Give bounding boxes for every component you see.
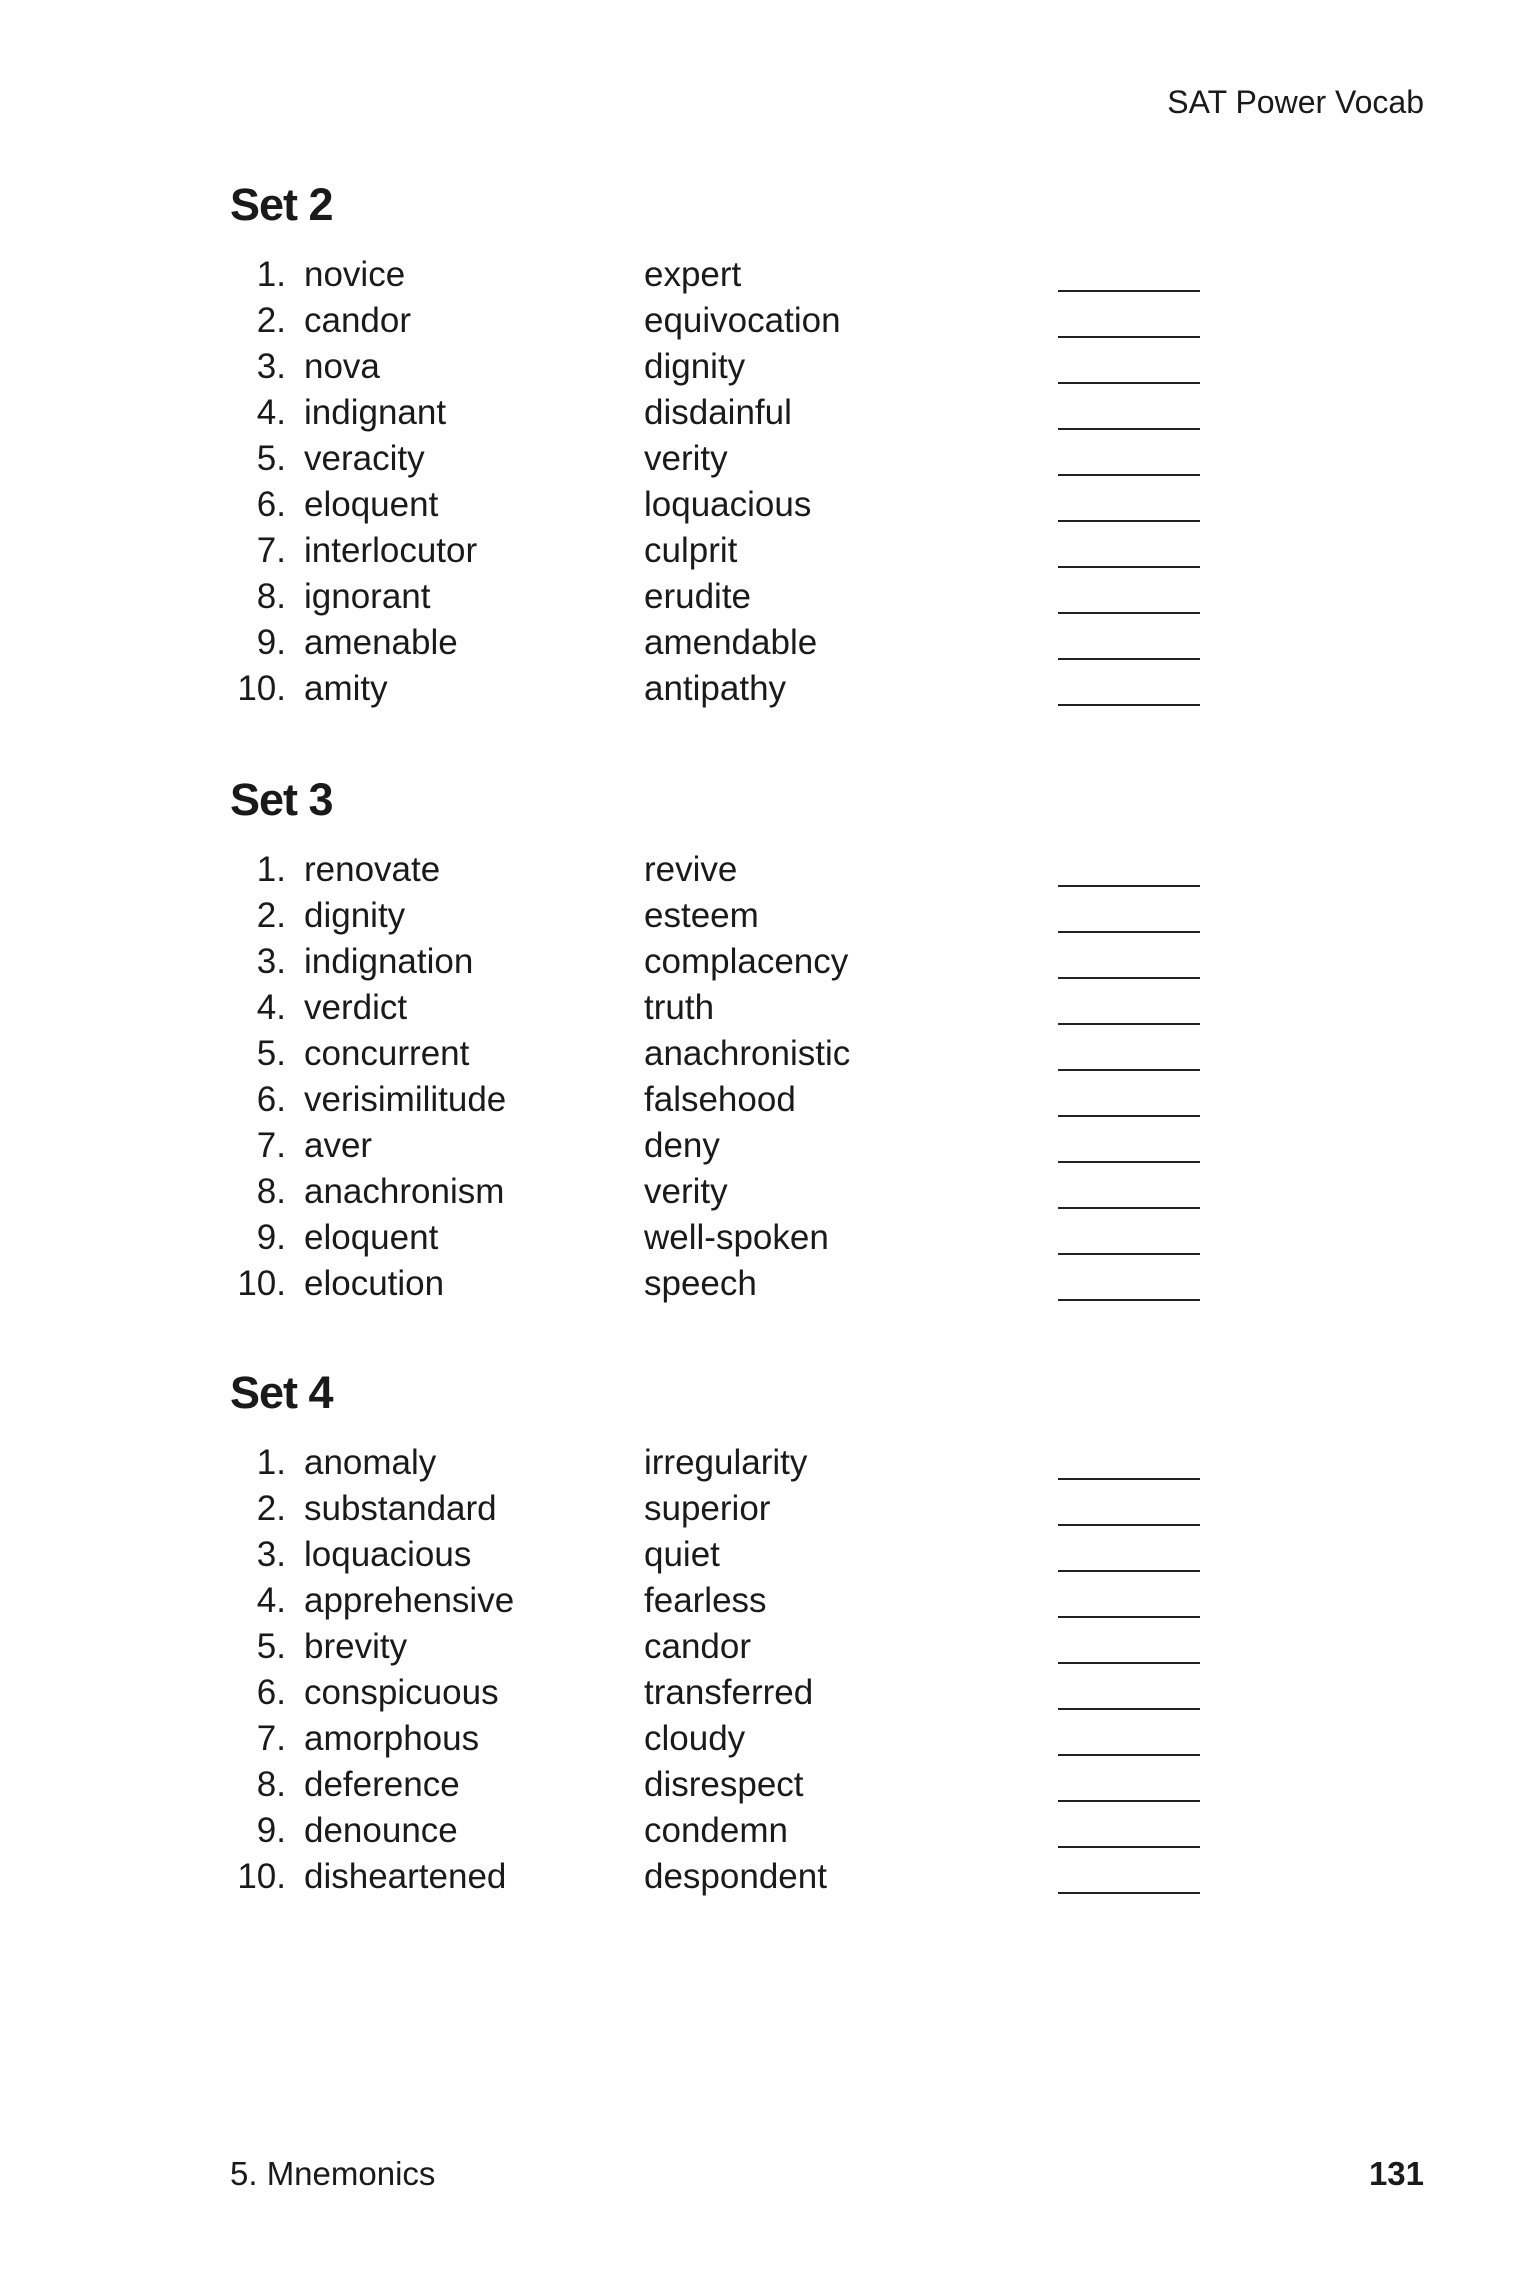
paired-word: complacency — [644, 942, 849, 981]
item-number: 3. — [256, 942, 286, 981]
paired-word: loquacious — [644, 485, 812, 524]
paired-word: equivocation — [644, 301, 841, 340]
item-number: 9. — [256, 623, 286, 662]
answer-blank[interactable] — [1058, 1708, 1200, 1710]
answer-blank[interactable] — [1058, 1662, 1200, 1664]
vocab-word: novice — [304, 255, 406, 294]
vocab-set — [230, 179, 1230, 712]
set-title: Set 4 — [230, 1367, 333, 1418]
vocab-row — [230, 1532, 1230, 1578]
item-number: 10. — [237, 669, 286, 708]
answer-blank[interactable] — [1058, 1570, 1200, 1572]
paired-word: antipathy — [644, 669, 787, 708]
answer-blank[interactable] — [1058, 1846, 1200, 1848]
page-number: 131 — [1368, 2155, 1424, 2192]
answer-blank[interactable] — [1058, 382, 1200, 384]
item-number: 6. — [256, 1673, 286, 1712]
answer-blank[interactable] — [1058, 1478, 1200, 1480]
item-number: 2. — [256, 896, 286, 935]
vocab-row — [230, 1261, 1230, 1307]
answer-blank[interactable] — [1058, 1754, 1200, 1756]
vocab-row — [230, 847, 1230, 893]
answer-blank[interactable] — [1058, 474, 1200, 476]
vocab-row — [230, 985, 1230, 1031]
vocab-row — [230, 1486, 1230, 1532]
answer-blank[interactable] — [1058, 931, 1200, 933]
vocab-row — [230, 390, 1230, 436]
vocab-word: renovate — [304, 850, 441, 889]
set-title: Set 3 — [230, 774, 333, 825]
paired-word: condemn — [644, 1811, 788, 1850]
answer-blank[interactable] — [1058, 885, 1200, 887]
vocab-word: brevity — [304, 1627, 408, 1666]
paired-word: dignity — [644, 347, 746, 386]
item-number: 4. — [256, 988, 286, 1027]
vocab-row — [230, 574, 1230, 620]
answer-blank[interactable] — [1058, 1115, 1200, 1117]
item-number: 8. — [256, 1172, 286, 1211]
vocab-row — [230, 1440, 1230, 1486]
paired-word: truth — [644, 988, 715, 1027]
vocab-word: verdict — [304, 988, 408, 1027]
item-number: 3. — [256, 347, 286, 386]
paired-word: erudite — [644, 577, 752, 616]
paired-word: despondent — [644, 1857, 827, 1896]
paired-word: superior — [644, 1489, 771, 1528]
answer-blank[interactable] — [1058, 977, 1200, 979]
vocab-word: amenable — [304, 623, 458, 662]
answer-blank[interactable] — [1058, 658, 1200, 660]
vocab-row — [230, 436, 1230, 482]
item-number: 5. — [256, 439, 286, 478]
vocab-word: nova — [304, 347, 380, 386]
vocab-row — [230, 482, 1230, 528]
chapter-footer: 5. Mnemonics — [230, 2155, 436, 2192]
answer-blank[interactable] — [1058, 428, 1200, 430]
answer-blank[interactable] — [1058, 1069, 1200, 1071]
vocab-word: loquacious — [304, 1535, 472, 1574]
paired-word: verity — [644, 1172, 728, 1211]
item-number: 9. — [256, 1218, 286, 1257]
paired-word: transferred — [644, 1673, 814, 1712]
paired-word: falsehood — [644, 1080, 796, 1119]
vocab-word: deference — [304, 1765, 460, 1804]
vocab-word: indignation — [304, 942, 474, 981]
vocab-row — [230, 344, 1230, 390]
vocab-row — [230, 1123, 1230, 1169]
paired-word: verity — [644, 439, 728, 478]
answer-blank[interactable] — [1058, 520, 1200, 522]
answer-blank[interactable] — [1058, 612, 1200, 614]
answer-blank[interactable] — [1058, 704, 1200, 706]
vocab-set — [230, 1367, 1230, 1900]
vocab-word: eloquent — [304, 1218, 439, 1257]
paired-word: speech — [644, 1264, 757, 1303]
answer-blank[interactable] — [1058, 1023, 1200, 1025]
vocab-word: verisimilitude — [304, 1080, 507, 1119]
vocab-word: eloquent — [304, 485, 439, 524]
answer-blank[interactable] — [1058, 1892, 1200, 1894]
vocab-word: anachronism — [304, 1172, 505, 1211]
item-number: 4. — [256, 393, 286, 432]
paired-word: fearless — [644, 1581, 767, 1620]
item-number: 10. — [237, 1264, 286, 1303]
vocab-word: ignorant — [304, 577, 431, 616]
answer-blank[interactable] — [1058, 1299, 1200, 1301]
vocab-row — [230, 1762, 1230, 1808]
item-number: 1. — [256, 1443, 286, 1482]
vocab-word: elocution — [304, 1264, 445, 1303]
vocab-row — [230, 1215, 1230, 1261]
vocab-row — [230, 298, 1230, 344]
vocab-row — [230, 1578, 1230, 1624]
item-number: 1. — [256, 850, 286, 889]
vocab-word: disheartened — [304, 1857, 507, 1896]
vocab-word: interlocutor — [304, 531, 478, 570]
vocab-word: veracity — [304, 439, 425, 478]
item-number: 6. — [256, 1080, 286, 1119]
paired-word: irregularity — [644, 1443, 808, 1482]
item-number: 10. — [237, 1857, 286, 1896]
paired-word: candor — [644, 1627, 752, 1666]
item-number: 8. — [256, 577, 286, 616]
paired-word: disdainful — [644, 393, 792, 432]
vocab-row — [230, 620, 1230, 666]
vocab-row — [230, 1808, 1230, 1854]
paired-word: culprit — [644, 531, 738, 570]
answer-blank[interactable] — [1058, 1800, 1200, 1802]
item-number: 7. — [256, 1126, 286, 1165]
paired-word: well-spoken — [644, 1218, 829, 1257]
item-number: 2. — [256, 301, 286, 340]
paired-word: cloudy — [644, 1719, 746, 1758]
answer-blank[interactable] — [1058, 1524, 1200, 1526]
vocab-word: candor — [304, 301, 412, 340]
answer-blank[interactable] — [1058, 1161, 1200, 1163]
vocab-row — [230, 1670, 1230, 1716]
item-number: 7. — [256, 531, 286, 570]
item-number: 4. — [256, 1581, 286, 1620]
paired-word: revive — [644, 850, 738, 889]
vocab-row — [230, 1854, 1230, 1900]
running-header: SAT Power Vocab — [1167, 84, 1424, 120]
vocab-word: substandard — [304, 1489, 497, 1528]
answer-blank[interactable] — [1058, 336, 1200, 338]
vocab-word: denounce — [304, 1811, 458, 1850]
vocab-row — [230, 1169, 1230, 1215]
vocab-word: conspicuous — [304, 1673, 499, 1712]
vocab-row — [230, 939, 1230, 985]
item-number: 5. — [256, 1034, 286, 1073]
answer-blank[interactable] — [1058, 1207, 1200, 1209]
vocab-row — [230, 1077, 1230, 1123]
vocab-word: amity — [304, 669, 388, 708]
item-number: 3. — [256, 1535, 286, 1574]
vocab-row — [230, 1624, 1230, 1670]
paired-word: amendable — [644, 623, 818, 662]
item-number: 8. — [256, 1765, 286, 1804]
vocab-row — [230, 252, 1230, 298]
item-number: 6. — [256, 485, 286, 524]
paired-word: quiet — [644, 1535, 720, 1574]
vocab-row — [230, 893, 1230, 939]
item-number: 1. — [256, 255, 286, 294]
vocab-set — [230, 774, 1230, 1307]
item-number: 5. — [256, 1627, 286, 1666]
answer-blank[interactable] — [1058, 1616, 1200, 1618]
set-title: Set 2 — [230, 179, 333, 230]
item-number: 9. — [256, 1811, 286, 1850]
vocab-row — [230, 1031, 1230, 1077]
vocab-word: aver — [304, 1126, 373, 1165]
paired-word: anachronistic — [644, 1034, 851, 1073]
paired-word: expert — [644, 255, 742, 294]
vocab-word: indignant — [304, 393, 447, 432]
vocab-word: apprehensive — [304, 1581, 515, 1620]
answer-blank[interactable] — [1058, 566, 1200, 568]
vocab-word: dignity — [304, 896, 406, 935]
vocab-word: anomaly — [304, 1443, 437, 1482]
paired-word: esteem — [644, 896, 759, 935]
vocab-row — [230, 528, 1230, 574]
item-number: 7. — [256, 1719, 286, 1758]
answer-blank[interactable] — [1058, 1253, 1200, 1255]
vocab-word: concurrent — [304, 1034, 470, 1073]
paired-word: deny — [644, 1126, 720, 1165]
vocab-row — [230, 666, 1230, 712]
vocab-row — [230, 1716, 1230, 1762]
item-number: 2. — [256, 1489, 286, 1528]
answer-blank[interactable] — [1058, 290, 1200, 292]
paired-word: disrespect — [644, 1765, 804, 1804]
vocab-word: amorphous — [304, 1719, 480, 1758]
